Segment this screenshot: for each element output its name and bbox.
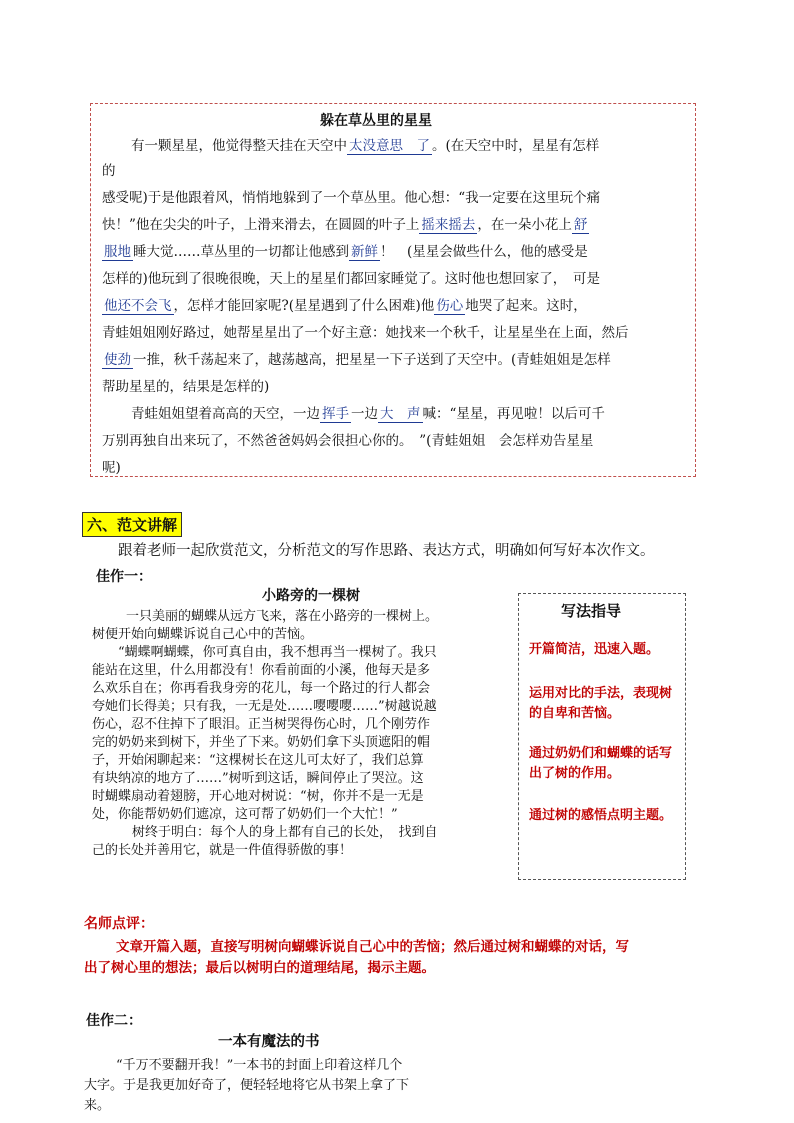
- guide-item: 通过奶奶们和蝴蝶的话写出了树的作用。: [529, 746, 673, 781]
- essay-line: 大字。于是我更加好奇了，便轻轻地将它从书架上拿了下: [84, 1078, 410, 1093]
- essay-line: 有块纳凉的地方了……”树听到这话，瞬间停止了哭泣。这: [92, 771, 424, 786]
- review-line: 文章开篇入题，直接写明树向蝴蝶诉说自己心中的苦恼；然后通过树和蝴蝶的对话，写: [116, 939, 629, 955]
- essay-line: 己的长处并善用它，就是一件值得骄傲的事！: [92, 843, 353, 858]
- essay2-title: 一本有魔法的书: [218, 1033, 320, 1050]
- essay-line: 处，你能帮奶奶们遮凉，这可帮了奶奶们一个大忙！”: [92, 807, 398, 822]
- review-label: 名师点评：: [84, 916, 154, 932]
- essay-line: 时蝴蝶扇动着翅膀，开心地对树说：“树，你并不是一无是: [92, 789, 424, 804]
- writing-guide-title: 写法指导: [561, 602, 622, 620]
- essay2-label: 佳作二：: [86, 1013, 142, 1029]
- story-line: 帮助星星的，结果是怎样的): [102, 379, 270, 395]
- fill-blank: 伤心: [436, 298, 464, 314]
- section-heading: 六、范文讲解: [82, 512, 182, 537]
- essay-line: 树终于明白：每个人的身上都有自己的长处， 找到自: [132, 825, 438, 840]
- writing-guide-box: [518, 593, 686, 880]
- fill-blank: 摇来摇去: [421, 217, 476, 233]
- story-line: 怎样的)他玩到了很晚很晚，天上的星星们都回家睡觉了。这时他也想回家了， 可是: [102, 271, 601, 287]
- fill-blank: 使劲: [104, 352, 131, 368]
- fill-blank: 舒: [573, 217, 588, 233]
- story-line: 万别再独自出来玩了，不然爸爸妈妈会很担心你的。 ”(青蛙姐姐 会怎样劝告星星: [102, 433, 594, 449]
- story-line: 有一颗星星，他觉得整天挂在天空中 太没意思 了 。(在天空中时，星星有怎样: [131, 138, 600, 154]
- review-line: 出了树心里的想法；最后以树明白的道理结尾，揭示主题。: [84, 960, 435, 976]
- fill-blank: 太没意思 了: [349, 138, 430, 154]
- essay-line: 夸她们长得美；只有我，一无是处……嘤嘤嘤……”树越说越: [92, 699, 437, 714]
- story-line: 青蛙姐姐刚好路过，她帮星星出了一个好主意：她找来一个秋千，让星星坐在上面，然后: [102, 325, 629, 341]
- essay-line: 么欢乐自在；你再看我身旁的花儿，每一个路过的行人都会: [92, 681, 431, 696]
- essay-line: 完的奶奶来到树下，并坐了下来。奶奶们拿下头顶遮阳的帽: [92, 735, 431, 750]
- story-line: 他还不会飞 ，怎样才能回家呢?(星星遇到了什么困难)他 伤心 地哭了起来。这时，: [104, 298, 587, 314]
- essay-line: 伤心，忍不住掉下了眼泪。正当树哭得伤心时，几个刚劳作: [92, 717, 431, 732]
- story-line: 青蛙姐姐望着高高的天空，一边 挥手 一边 大 声 喊：“星星，再见啦！以后可千: [131, 406, 605, 422]
- story-line: 使劲 一推，秋千荡起来了，越荡越高，把星星一下子送到了天空中。(青蛙姐姐是怎样: [104, 352, 611, 368]
- essay-line: “蝴蝶啊蝴蝶，你可真自由，我不想再当一棵树了。我只: [118, 645, 437, 660]
- essay-line: “千万不要翻开我！”一本书的封面上印着这样几个: [116, 1058, 403, 1073]
- essay1-title: 小路旁的一棵树: [262, 588, 360, 604]
- essay-line: 能站在这里，什么用都没有！你看前面的小溪，他每天是多: [92, 663, 431, 678]
- essay1-label: 佳作一：: [96, 569, 152, 585]
- story-line: 服地 睡大觉……草丛里的一切都让他感到 新鲜 ！ (星星会做些什么，他的感受是: [104, 244, 588, 260]
- guide-item: 运用对比的手法，表现树的自卑和苦恼。: [529, 686, 673, 721]
- story-line: 感受呢)于是他跟着风，悄悄地躲到了一个草丛里。他心想：“我一定要在这里玩个痛: [102, 190, 601, 206]
- story-title: 躲在草丛里的星星: [320, 113, 432, 129]
- story-line: 的: [102, 163, 116, 179]
- fill-blank: 大 声: [380, 406, 421, 422]
- fill-blank: 新鲜: [351, 244, 378, 260]
- essay-line: 来。: [84, 1098, 111, 1113]
- story-line: 呢): [102, 460, 121, 476]
- section-intro: 跟着老师一起欣赏范文，分析范文的写作思路、表达方式，明确如何写好本次作文。: [118, 543, 655, 559]
- essay-line: 一只美丽的蝴蝶从远方飞来，落在小路旁的一棵树上。: [126, 609, 439, 624]
- fill-blank: 服地: [104, 244, 131, 260]
- story-line: 快！”他在尖尖的叶子，上滑来滑去，在圆圆的叶子上 摇来摇去 ，在一朵小花上 舒: [102, 217, 588, 233]
- fill-blank: 他还不会飞: [104, 298, 172, 314]
- essay1-body: [92, 608, 502, 860]
- essay-line: 树便开始向蝴蝶诉说自己心中的苦恼。: [92, 627, 314, 642]
- essay-line: 子，开始闲聊起来：“这棵树长在这儿可太好了，我们总算: [92, 753, 424, 768]
- fill-blank: 挥手: [322, 406, 349, 422]
- guide-item: 通过树的感悟点明主题。: [529, 808, 673, 823]
- guide-item: 开篇简洁，迅速入题。: [529, 642, 660, 657]
